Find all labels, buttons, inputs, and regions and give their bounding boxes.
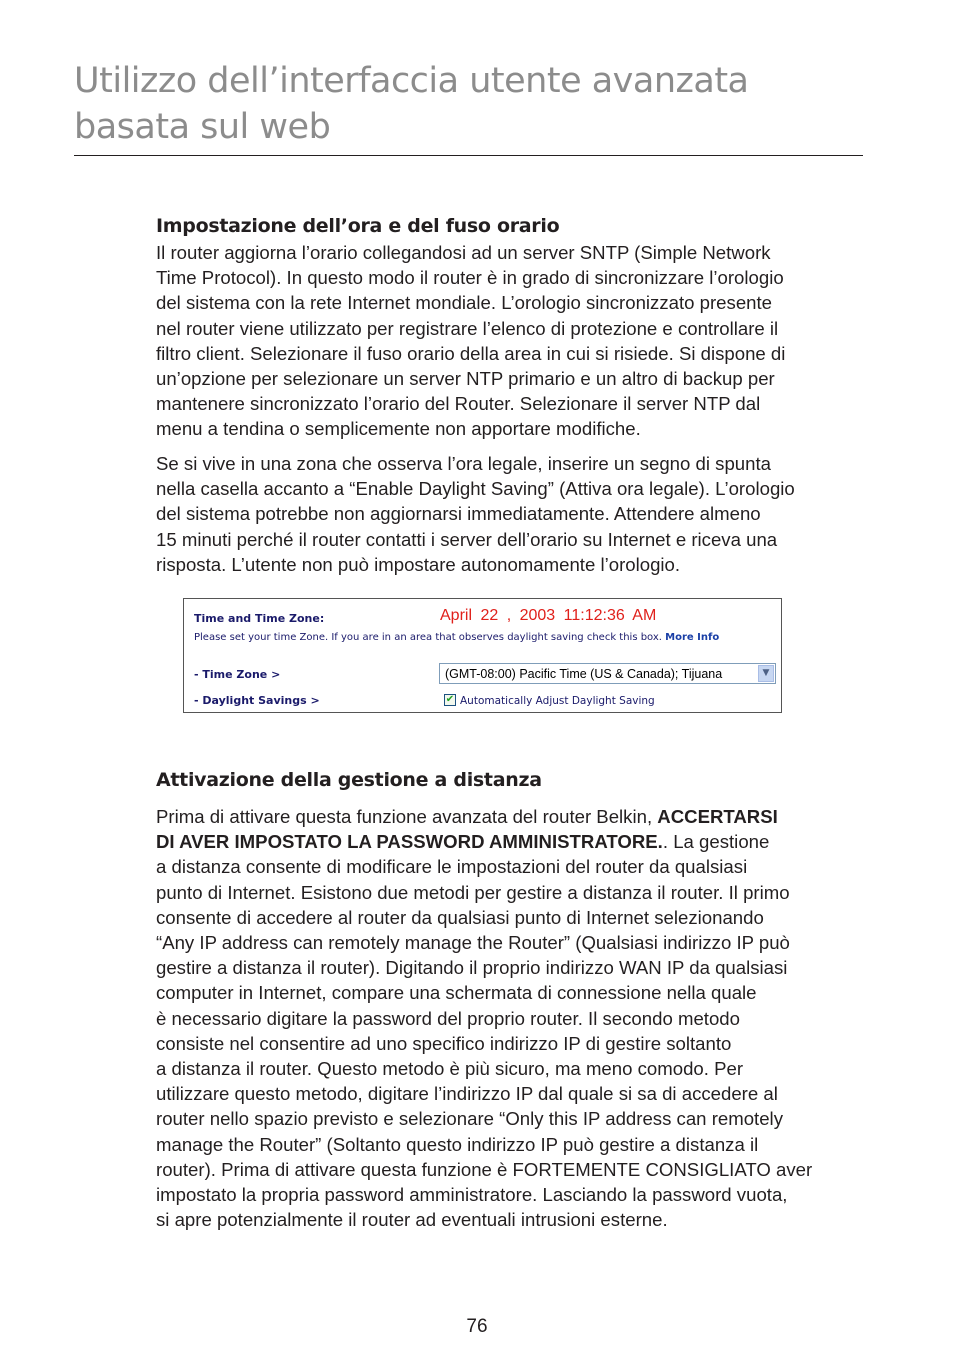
time-zone-help-text	[194, 631, 774, 644]
chevron-down-icon[interactable]: ▼	[758, 665, 774, 682]
daylight-savings-row-label: - Daylight Savings >	[194, 694, 320, 707]
help-text: Please set your time Zone. If you are in an area that observes daylight saving check this box.	[194, 632, 662, 643]
time-zone-screenshot	[183, 598, 782, 713]
current-datetime	[440, 607, 656, 625]
checkmark-icon: ✔	[445, 694, 455, 705]
page-title: Utilizzo dell’interfaccia utente avanzata basata sul web	[74, 61, 749, 147]
paragraph-remote-management	[156, 804, 866, 1232]
time-zone-select-value: (GMT-08:00) Pacific Time (US & Canada); Tijuana	[445, 667, 723, 681]
time-zone-select[interactable]	[439, 663, 776, 684]
more-info-link[interactable]: More Info	[665, 632, 720, 643]
page-number: 76	[466, 1316, 488, 1337]
time-zone-panel-label: Time and Time Zone:	[194, 612, 325, 625]
paragraph-daylight: Se si vive in una zona che osserva l’ora legale, inserire un segno di spunta nella casella accanto a “Enable Daylight Saving” (Attiva ora legale). L’orologio del sistema potrebbe non aggiornarsi immediatamente. Attendere almeno 15 minuti perché il router contatti i server dell’orario su Internet e riceva una risposta. L’utente non può impostare autonomamente l’orologio.	[156, 453, 795, 575]
section-heading-time: Impostazione dell’ora e del fuso orario	[156, 215, 560, 237]
title-divider	[74, 155, 863, 156]
remote-intro-text: Prima di attivare questa funzione avanzata del router Belkin,	[156, 806, 658, 827]
current-time: 11:12:36 AM	[563, 607, 657, 624]
section-heading-remote: Attivazione della gestione a distanza	[156, 769, 542, 791]
time-zone-row-label: - Time Zone >	[194, 668, 281, 681]
daylight-saving-checkbox-label: Automatically Adjust Daylight Saving	[460, 695, 655, 707]
daylight-saving-checkbox[interactable]	[444, 694, 456, 706]
paragraph-time-intro: Il router aggiorna l’orario collegandosi ad un server SNTP (Simple Network Time Protocol). In questo modo il router è in grado di sincronizzare l’orologio del sistema con la rete Internet mondiale. L’orologio sincronizzato presente nel router viene utilizzato per registrare l’elenco di protezione e controllare il filtro client. Selezionare il fuso orario della area in cui si risiede. Si dispone di un’opzione per selezionare un server NTP primario e un altro di backup per mantenere sincronizzato l’orario del Router. Selezionare il server NTP dal menu a tendina o semplicemente non apportare modifiche.	[156, 242, 786, 440]
remote-warning-bold: ACCERTARSI DI AVER IMPOSTATO LA PASSWORD AMMINISTRATORE.	[156, 806, 778, 853]
remote-body-text: . La gestione a distanza consente di modificare le impostazioni del router da qualsiasi punto di Internet. Esistono due metodi per gestire a distanza il router. Il primo consente di accedere al router da qualsiasi punto di Internet selezionando “Any IP address can remotely manage the Router” (Qualsiasi indirizzo IP può gestire a distanza il router). Digitando il proprio indirizzo WAN IP da qualsiasi computer in Internet, compare una schermata di connessione nella quale è necessario digitare la password del proprio router. Il secondo metodo consiste nel consentire ad uno specifico indirizzo IP di gestire soltanto a distanza il router. Questo metodo è più sicuro, ma meno comodo. Per utilizzare questo metodo, digitare l’indirizzo IP dal quale si sa di accedere al router nello spazio previsto e selezionare “Only this IP address can remotely manage the Router” (Soltanto questo indirizzo IP può gestire a distanza il router). Prima di attivare questa funzione è FORTEMENTE CONSIGLIATO aver impostato la propria password amministratore. Lasciando la password vuota, si apre potenzialmente il router ad eventuali intrusioni esterne.	[156, 831, 813, 1231]
current-date: April 22 , 2003	[440, 607, 556, 624]
